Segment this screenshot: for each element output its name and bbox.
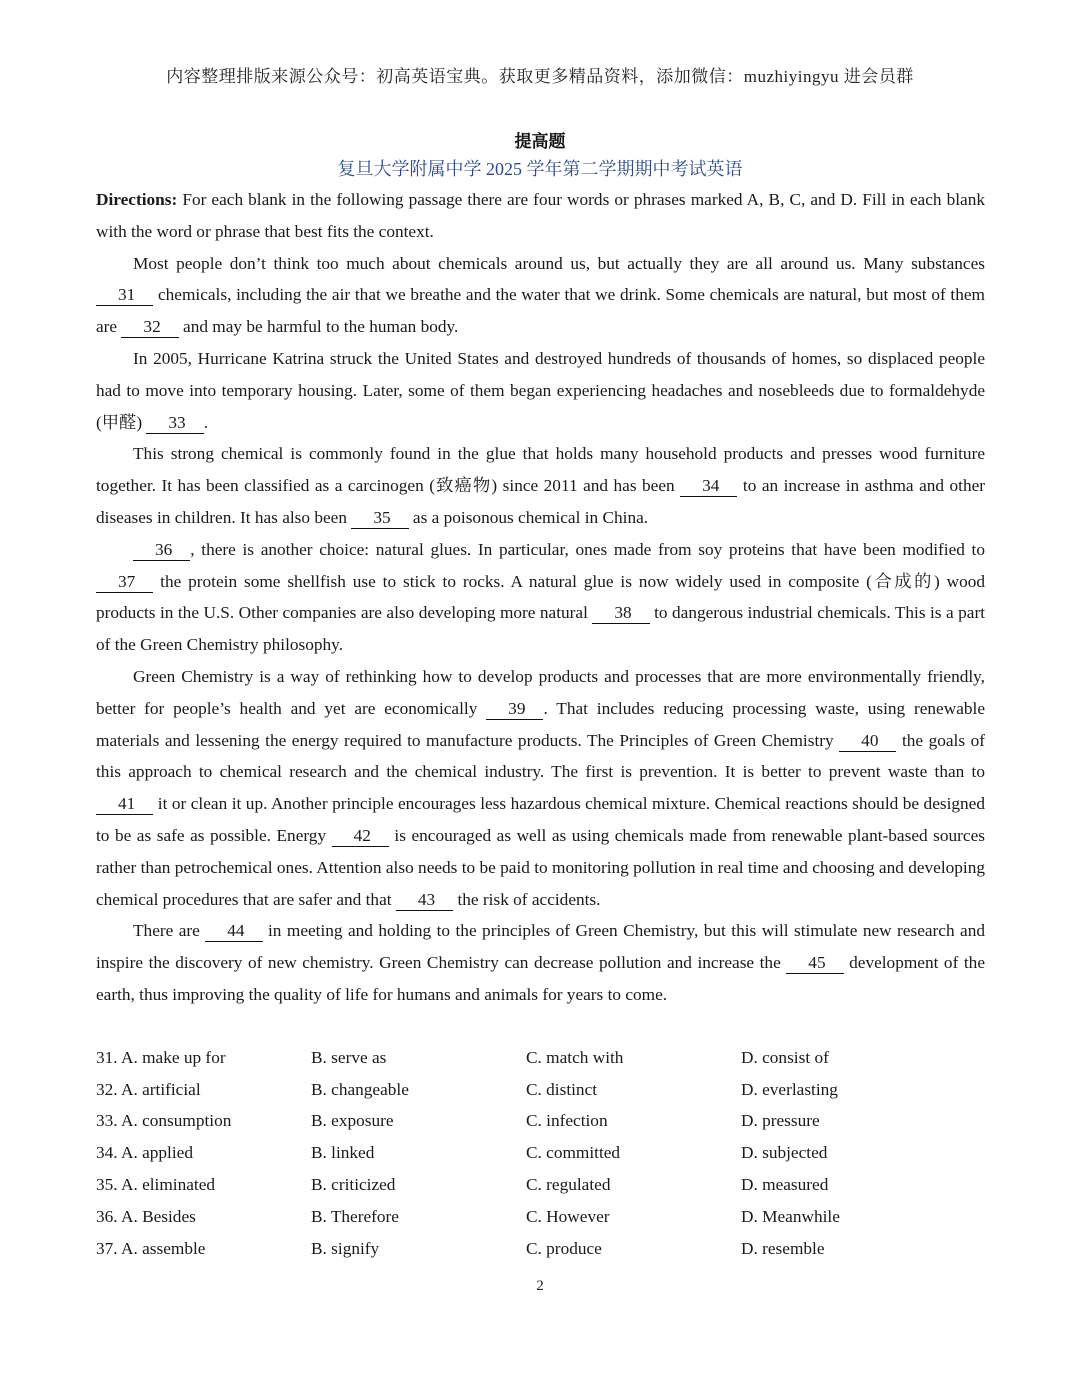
option-b: B. signify (311, 1238, 380, 1258)
passage-text: This strong chemical is commonly found in the glue that holds many household products and presses wood furniture together. It has been classified as a carcinogen (致癌物) since 2011 and has been (96, 444, 985, 496)
option-a: 35. A. eliminated (96, 1175, 216, 1195)
option-b: B. serve as (311, 1047, 387, 1067)
option-a: 36. A. Besides (96, 1206, 196, 1226)
option-a: 34. A. applied (96, 1143, 193, 1163)
blank-44: 44 (205, 921, 262, 942)
option-c: C. However (526, 1206, 610, 1226)
passage-text: the risk of accidents. (453, 889, 601, 909)
passage-text: chemicals, including the air that we breathe and the water that we drink. Some chemicals are natural, but most of them are (96, 285, 985, 337)
passage-text: and may be harmful to the human body. (178, 317, 459, 337)
option-d: D. measured (741, 1175, 829, 1195)
option-a: 37. A. assemble (96, 1238, 206, 1258)
question-37-options (96, 1233, 996, 1265)
blank-40: 40 (839, 731, 896, 752)
paragraph-2 (96, 343, 985, 438)
option-c: C. match with (526, 1047, 624, 1067)
passage-text: . That includes reducing processing waste, using renewable materials and lessening the energy required to manufacture products. The Principles of Green Chemistry (96, 698, 985, 750)
blank-41: 41 (96, 794, 153, 815)
cloze-passage (96, 184, 985, 1011)
question-31-options (96, 1042, 996, 1074)
passage-text: . (203, 412, 209, 432)
directions (96, 184, 985, 248)
option-b: B. linked (311, 1143, 375, 1163)
blank-36: 36 (133, 540, 190, 561)
blank-39: 39 (486, 699, 543, 720)
passage-text: to dangerous industrial chemicals. This is a part of the Green Chemistry philosophy. (96, 603, 985, 655)
option-b: B. exposure (311, 1111, 394, 1131)
passage-text: is encouraged as well as using chemicals made from renewable plant-based sources rather than petrochemical ones. Attention also needs to be paid to monitoring pollution in real time and choosing and developing chemical procedures that are safer and that (96, 825, 985, 909)
option-d: D. everlasting (741, 1079, 838, 1099)
passage-text: In 2005, Hurricane Katrina struck the United States and destroyed hundreds of thousands of homes, so displaced people had to move into temporary housing. Later, some of them began experiencing headaches and nosebleeds due to formaldehyde (甲醛) (96, 348, 985, 432)
option-b: B. Therefore (311, 1206, 399, 1226)
option-c: C. committed (526, 1143, 621, 1163)
option-b: B. criticized (311, 1175, 396, 1195)
page-number: 2 (536, 1278, 544, 1294)
option-b: B. changeable (311, 1079, 409, 1099)
section-title: 提高题 (514, 132, 566, 151)
passage-text: the goals of this approach to chemical research and the chemical industry. The first is prevention. It is better to prevent waste than to (96, 730, 985, 782)
option-a: 32. A. artificial (96, 1079, 201, 1099)
paragraph-6 (96, 915, 985, 1010)
paragraph-4 (96, 534, 985, 661)
option-a: 31. A. make up for (96, 1047, 226, 1067)
answer-options (96, 1042, 996, 1265)
passage-text: in meeting and holding to the principles of Green Chemistry, but this will stimulate new research and inspire the discovery of new chemistry. Green Chemistry can decrease pollution and increase the (96, 921, 985, 973)
source-header-note: 内容整理排版来源公众号：初高英语宝典。获取更多精品资料，添加微信：muzhiyingyu 进会员群 (166, 67, 914, 86)
option-d: D. subjected (741, 1143, 828, 1163)
passage-text: to an increase in asthma and other diseases in children. It has also been (96, 476, 986, 527)
option-d: D. Meanwhile (741, 1206, 840, 1226)
option-d: D. resemble (741, 1238, 825, 1258)
question-35-options (96, 1169, 996, 1201)
blank-37: 37 (96, 572, 153, 593)
passage-text: development of the earth, thus improving the quality of life for humans and animals for years to come. (96, 953, 985, 1004)
blank-35: 35 (351, 508, 408, 529)
option-a: 33. A. consumption (96, 1111, 232, 1131)
blank-33: 33 (146, 413, 203, 434)
blank-45: 45 (786, 953, 843, 974)
passage-text: the protein some shellfish use to stick to rocks. A natural glue is now widely used in composite (合成的) wood products in the U.S. Other companies are also developing more natural (96, 571, 985, 623)
passage-text: There are (133, 921, 206, 941)
question-32-options (96, 1074, 996, 1106)
passage-text: Most people don’t think too much about chemicals around us, but actually they are all around us. Many substances (133, 253, 985, 273)
blank-34: 34 (680, 476, 737, 497)
paragraph-3 (96, 438, 985, 533)
blank-43: 43 (396, 890, 453, 911)
blank-38: 38 (592, 603, 649, 624)
passage-text: , there is another choice: natural glues. In particular, ones made from soy proteins that have been modified to (190, 539, 985, 559)
passage-text: it or clean it up. Another principle encourages less hazardous chemical mixture. Chemical reactions should be designed to be as safe as possible. Energy (96, 794, 985, 845)
blank-32: 32 (121, 317, 178, 338)
option-d: D. consist of (741, 1047, 829, 1067)
question-33-options (96, 1106, 996, 1138)
question-34-options (96, 1137, 996, 1169)
paragraph-5 (96, 661, 985, 915)
directions-text: For each blank in the following passage there are four words or phrases marked A, B, C, and D. Fill in each blank with the word or phrase that best fits the context. (96, 190, 985, 241)
paragraph-1 (96, 248, 985, 343)
question-36-options (96, 1201, 996, 1233)
option-c: C. produce (526, 1238, 602, 1258)
exam-title: 复旦大学附属中学 2025 学年第二学期期中考试英语 (337, 159, 743, 179)
passage-text: as a poisonous chemical in China. (408, 507, 649, 527)
directions-label: Directions: (96, 190, 178, 209)
blank-42: 42 (332, 826, 389, 847)
option-c: C. distinct (526, 1079, 598, 1099)
passage-text: Green Chemistry is a way of rethinking how to develop products and processes that are more environmentally friendly, better for people’s health and yet are economically (96, 666, 985, 718)
option-c: C. infection (526, 1111, 608, 1131)
blank-31: 31 (96, 285, 153, 306)
option-d: D. pressure (741, 1111, 820, 1131)
option-c: C. regulated (526, 1175, 611, 1195)
